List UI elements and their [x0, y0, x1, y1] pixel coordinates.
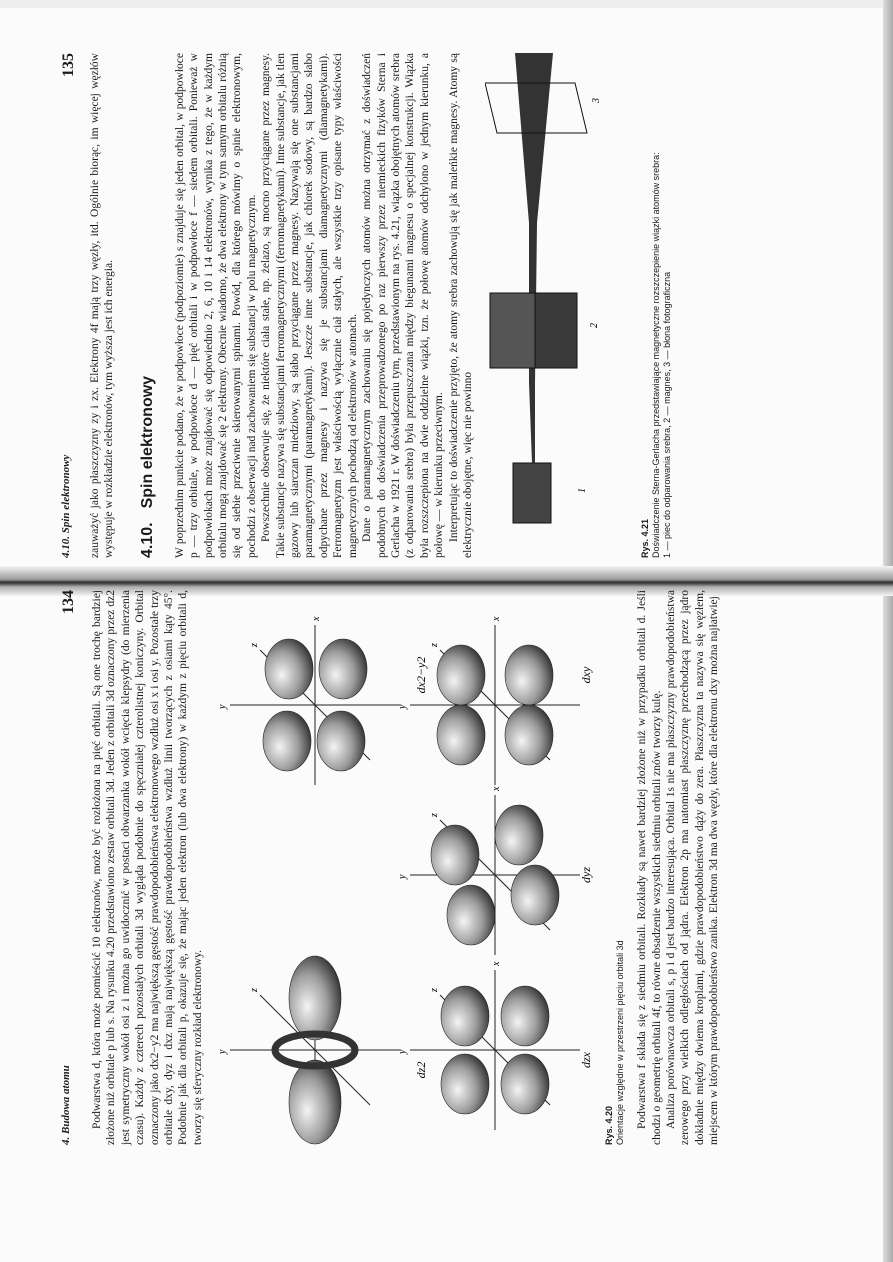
- page-number: 135: [60, 53, 77, 77]
- orbital-label: dzx: [579, 1052, 594, 1068]
- intro-paragraph: zauważyć jako płaszczyzny zy i zx. Elektrony 4f mają trzy węzły, itd. Ogólnie biorąc, im więcej węzłów występuje w rozkładzie elektronów, tym wyższa jest ich energia.: [89, 53, 116, 558]
- orbital-lobe: [431, 825, 479, 885]
- orbital-lobe: [511, 865, 559, 925]
- orbital-lobe: [263, 711, 311, 771]
- axis-label: y: [397, 1049, 409, 1054]
- figure-caption-text: Doświadczenie Sterna-Gerlacha przedstawiające magnetyczne rozszczepienie wiązki atomów srebra:: [651, 152, 662, 558]
- paragraph: Podwarstwa d, która może pomieścić 10 elektronów, może być rozłożona na pięć orbitali. Są one trochę bardziej złożone niż orbitale p lub s. Na rysunku 4.20 przedstawiono zestaw orbitali 3d. Jeden z orbitali 3d oznaczony przez dz2 jest symetryczny wokół osi z i można go uwidocznić w postaci obwarzanka wokół wcięcia klepsydry (do mierzenia czasu). Każdy z czterech pozostałych orbitali 3d wygląda podobnie do spęczniałej czterolistnej koniczyny. Orbital oznaczony jako dx2−y2 ma największą gęstość prawdopodobieństwa elektronowego wzdłuż osi x i osi y. Pozostałe trzy orbitale dxy, dyz i dxz mają największą gęstość prawdopodobieństwa wzdłuż linii tworzących z osiami kąty 45°. Podobnie jak dla orbitali p, okazuje się, że mając jeden elektron (lub dwa elektrony) w każdym z pięciu orbitali d, tworzy się sferyczny rozkład elektronowy.: [91, 590, 204, 1145]
- axis-label: y: [217, 704, 229, 709]
- orbital-lobe: [317, 711, 365, 771]
- page-134: [60, 590, 890, 1145]
- magnet-pole-bottom: [535, 293, 577, 368]
- page-number: 134: [60, 590, 77, 614]
- marker-3: 3: [591, 98, 603, 103]
- orbital-lobe: [319, 639, 367, 699]
- orbital-lobe: [437, 645, 485, 705]
- orbital-label: dyz: [579, 867, 594, 883]
- orbital-lobe: [501, 986, 549, 1046]
- orbital-label: dx2−y2: [414, 656, 429, 694]
- orbital-lobe: [289, 956, 341, 1040]
- magnet-pole-top: [490, 293, 538, 368]
- axis-label: z: [249, 643, 261, 647]
- axis-label: y: [397, 704, 409, 709]
- orbital-lobe: [447, 885, 495, 945]
- orbital-lobe: [265, 639, 313, 699]
- axis-label: z: [429, 643, 441, 647]
- page-135-header: [60, 53, 78, 558]
- orbital-lobe: [441, 986, 489, 1046]
- paragraph: Interpretując to doświadczenie przyjęto, że atomy srebra zachowują się jak maleńkie magnesy. Atomy są elektrycznie obojętne, więc nie powinno: [447, 53, 474, 558]
- figure-label: Rys. 4.21: [640, 518, 651, 558]
- paragraph: Podwarstwa f składa się z siedmiu orbitali. Rozkłady są nawet bardziej złożone niż w przypadku orbitali d. Jeśli chodzi o geometrię orbitali 4f, to równe obsadzenie wszystkich siedmiu orbitali znów tworzy kulę.: [636, 590, 663, 1145]
- section-number: 4.10.: [138, 522, 156, 558]
- section-title: Spin elektronowy: [138, 375, 156, 509]
- marker-1: 1: [577, 488, 589, 493]
- page-134-header: [60, 590, 78, 1145]
- atom-beam: [515, 53, 553, 463]
- axis-label: x: [491, 616, 503, 621]
- orbital-label: dxy: [579, 666, 594, 684]
- axis-label: x: [491, 961, 503, 966]
- orbital-lobe: [505, 705, 553, 765]
- axis-label: z: [249, 988, 261, 992]
- paragraph: Powszechnie obserwuje się, że niektóre ciała stałe, np. żelazo, są mocno przyciągane przez magnesy. Takie substancje nazywa się substancjami ferromagnetycznymi (ferromagnetykami). Inne substancje, jak tlen gazowy lub siarczan miedziowy, są słabo przyciągane przez magnesy. Nazywają się one substancjami paramagnetycznymi (paramagnetykami). Jeszcze inne substancje, jak chlorek sodowy, są bardzo słabo odpychane przez magnesy i nazywa się je substancjami diamagnetycznymi (diamagnetykami). Ferromagnetyzm jest właściwością wyłącznie ciał stałych, ale wszystkie trzy opisane typy właściwości magnetycznych pochodzą od elektronów w atomach.: [260, 53, 359, 558]
- figure-caption: [604, 590, 626, 1145]
- paragraph: W poprzednim punkcie podano, że w podpowłoce (podpoziomie) s znajduje się jeden orbital, w podpowłoce p — trzy orbitale, w podpowłoce d — pięć orbitali i w podpowłoce f — siedem orbitali. Ponieważ w podpowłokach może znajdować się odpowiednio 2, 6, 10 i 14 elektronów, wynika z tego, że w każdym orbitalu mogą znajdować się 2 elektrony. Obecnie wiadomo, że dwa elektrony w tym samym orbitalu różnią się od siebie przeciwnie skierowanymi spinami. Powód, dla którego mówimy o spinie elektronowym, pochodzi z obserwacji nad zachowaniem się substancji w polu magnetycznym.: [173, 53, 258, 558]
- axis-label: x: [491, 786, 503, 791]
- page-135: [60, 53, 673, 558]
- axis-label: x: [311, 616, 323, 621]
- axis-label: y: [397, 874, 409, 879]
- stern-gerlach-figure: [485, 53, 675, 558]
- running-head: 4. Budowa atomu: [60, 1065, 72, 1145]
- axis-label: z: [429, 988, 441, 992]
- furnace-shape: [513, 463, 551, 523]
- axis-label: y: [217, 1049, 229, 1054]
- orbital-lobe: [441, 1054, 489, 1114]
- figure-caption-text: Orientacje względne w przestrzeni pięciu orbitali 3d: [615, 940, 626, 1145]
- stern-gerlach-diagram: [485, 53, 635, 558]
- orbital-lobe: [501, 1054, 549, 1114]
- figure-caption: [640, 53, 673, 558]
- section-heading: [139, 53, 157, 558]
- orbital-lobe: [495, 805, 543, 865]
- paragraph: Analiza porównawcza orbitali s, p i d jest bardzo interesująca. Orbital 1s nie ma płaszczyzny prawdopodobieństwa zerowego przy wielkich odległościach od jądra. Elektron 2p ma natomiast płaszczyznę przechodzącą przez jądro dokładnie między dwiema kroplami, gdzie prawdopodobieństwo dąży do zera. Płaszczyzna ta nazywa się węzłem, miejscem w którym prawdopodobieństwo zanika. Elektron 3d ma dwa węzły, które dla elektronu dxy można najłatwiej: [665, 590, 721, 1145]
- running-head: 4.10. Spin elektronowy: [60, 454, 72, 558]
- axis-label: z: [429, 813, 441, 817]
- scan-edge-top: [0, 0, 893, 8]
- d-orbitals-diagram: [215, 590, 595, 1145]
- orbital-lobe: [505, 645, 553, 705]
- orbital-lobe: [289, 1060, 341, 1144]
- figure-legend: 1 — piec do odparowania srebra, 2 — magnes, 3 — błona fotograficzna: [662, 271, 673, 558]
- orbital-label: dz2: [414, 1061, 429, 1079]
- paragraph: Dane o paramagnetycznym zachowaniu się pojedynczych atomów można otrzymać z doświadczeń podobnych do doświadczenia przeprowadzonego po raz pierwszy przez niemieckich fizyków Sterna i Gerlacha w 1921 r. W doświadczeniu tym, przedstawionym na rys. 4.21, wiązka obojętnych atomów srebra (z odparowania srebra) była przepuszczana między biegunami magnesu o specjalnej konstrukcji. Wiązka była rozszczepiona na dwie oddzielne wiązki, tzn. że połowę atomów odchylono w jednym kierunku, a połowę — w kierunku przeciwnym.: [361, 53, 446, 558]
- d-orbitals-figure: [215, 590, 635, 1145]
- marker-2: 2: [589, 323, 601, 328]
- orbital-lobe: [437, 705, 485, 765]
- figure-label: Rys. 4.20: [604, 1105, 615, 1145]
